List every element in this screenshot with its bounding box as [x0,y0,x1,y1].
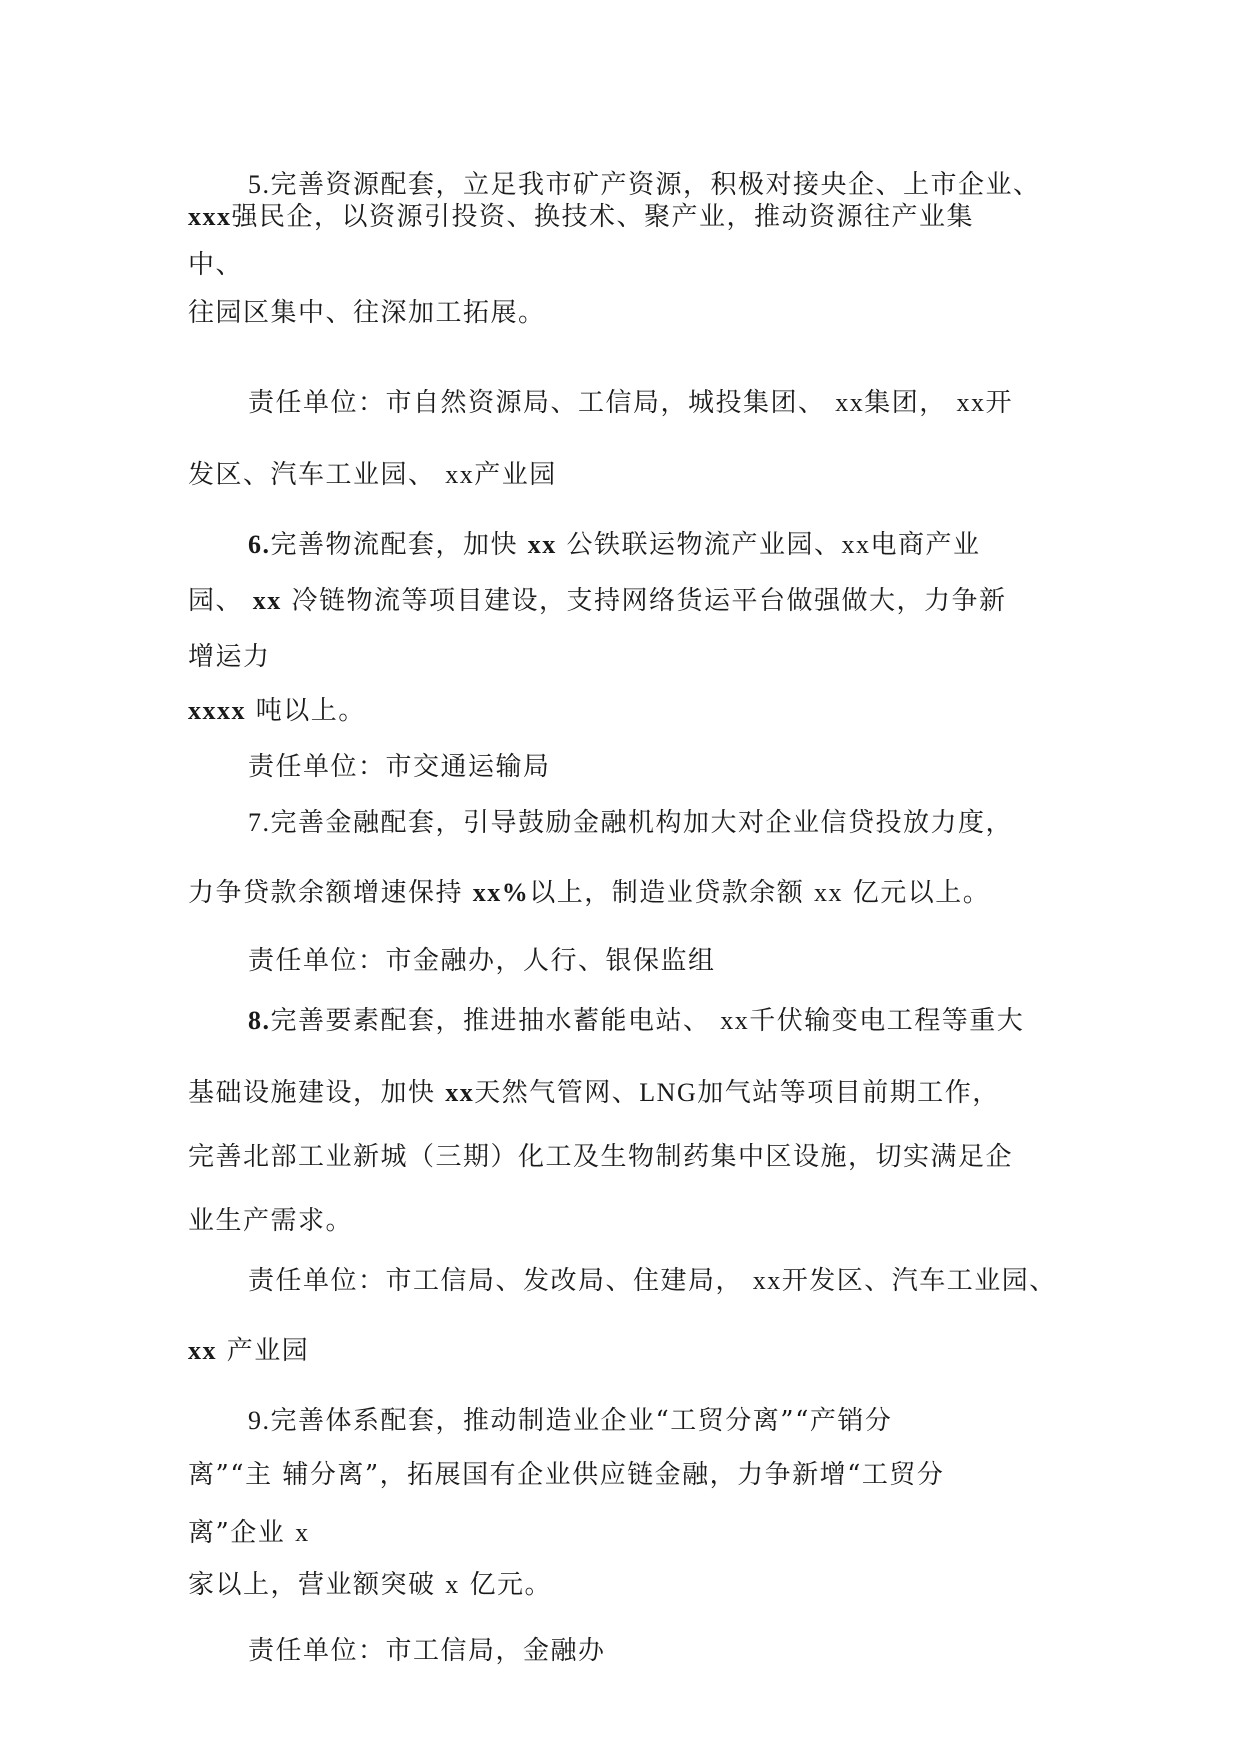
paragraph-6-line-2 [188,584,1007,618]
text-run: 天然气管网、 [474,1078,640,1108]
text-run: xx [720,1006,750,1035]
text-run: 责任单位：市金融办，人行、银保监组 [248,946,716,976]
text-run: 冷链物流等项目建设，支持网络货运平台做强做大，力争新 [281,586,1007,616]
text-run: xx [188,1336,217,1365]
paragraph-8-line-1 [248,1004,1024,1038]
paragraph-8-line-3 [188,1140,1013,1174]
paragraph-8-line-4 [188,1204,353,1238]
text-run: 6. [248,530,271,559]
responsibility-5-line-1 [248,386,1013,420]
text-run: 完善物流配套，加快 [270,530,528,560]
text-run: xx [252,586,282,615]
text-run: 完善资源配套，立足我市矿产资源，积极对接央企、上市企业、 [270,170,1041,200]
paragraph-9-line-4 [188,1568,552,1602]
text-run: 责任单位：市工信局，金融办 [248,1636,606,1666]
text-run: 完善要素配套，推进抽水蓄能电站、 [270,1006,721,1036]
text-run: 园、 [188,586,253,616]
text-run: 完善金融配套，引导鼓励金融机构加大对企业信贷投放力度， [270,808,1014,838]
text-run: xxx [188,202,232,231]
text-run: 完善北部工业新城（三期）化工及生物制药集中区设施，切实满足企 [188,1142,1014,1172]
text-run: 亿元。 [459,1570,553,1600]
text-run: 产业园 [217,1336,310,1366]
paragraph-9-line-1 [248,1404,892,1438]
text-run: xx [445,460,475,489]
text-run: x [295,1518,310,1547]
text-run: 力争贷款余额增速保持 [188,878,473,908]
text-run: xx [752,1266,782,1295]
paragraph-7-line-2 [188,876,990,910]
text-run: 电商产业 [870,530,981,560]
responsibility-5-line-2 [188,458,557,492]
text-run: xx [956,388,986,417]
text-run: 基础设施建设，加快 [188,1078,446,1108]
text-run: LNG [639,1078,698,1107]
text-run: 强民企，以资源引投资、换技术、聚产业，推动资源往产业集 [231,202,975,232]
text-run: 离”企业 [188,1518,296,1548]
text-run: 业生产需求。 [188,1206,354,1236]
text-run: 中、 [188,250,244,280]
text-run: xx [814,878,844,907]
text-run: 责任单位：市自然资源局、工信局，城投集团、 [248,388,836,418]
text-run: xx [841,530,871,559]
paragraph-5-line-2 [188,200,974,234]
paragraph-9-line-2 [188,1458,944,1492]
text-run: 产业园 [474,460,557,490]
text-run: 完善体系配套，推动制造业企业“工贸分离”“产销分 [270,1406,893,1436]
responsibility-8-line-2 [188,1334,309,1368]
text-run: xx [445,1078,475,1107]
text-run: xxxx [188,696,246,725]
paragraph-6-line-4 [188,694,366,728]
paragraph-5-line-1 [248,168,1041,202]
responsibility-7-line-1 [248,944,716,978]
paragraph-9-line-3 [188,1516,310,1550]
text-run: 9. [248,1406,271,1435]
text-run: 责任单位：市交通运输局 [248,752,551,782]
text-run: 亿元以上。 [843,878,991,908]
text-run: 离”“主 辅分离”，拓展国有企业供应链金融，力争新增“工贸分 [188,1460,945,1490]
paragraph-6-line-3 [188,640,271,674]
responsibility-8-line-1 [248,1264,1057,1298]
paragraph-5-line-4 [188,296,546,330]
text-run: 家以上，营业额突破 [188,1570,446,1600]
text-run: 千伏输变电工程等重大 [749,1006,1025,1036]
text-run: 开发区、汽车工业园、 [781,1266,1057,1296]
responsibility-9-line-1 [248,1634,606,1668]
text-run: 5. [248,170,271,199]
text-run: 增运力 [188,642,271,672]
text-run: 发区、汽车工业园、 [188,460,446,490]
text-run: xx% [472,878,530,907]
text-run: 8. [248,1006,271,1035]
text-run: 集团， [864,388,957,418]
paragraph-5-line-3 [188,248,243,282]
text-run: xx [835,388,865,417]
text-run: x [445,1570,460,1599]
text-run: 以上，制造业贷款余额 [529,878,815,908]
responsibility-6-line-1 [248,750,551,784]
paragraph-8-line-2 [188,1076,1000,1110]
text-run: 开 [985,388,1014,418]
text-run: xx [527,530,557,559]
text-run: 往园区集中、往深加工拓展。 [188,298,546,328]
text-run: 加气站等项目前期工作， [697,1078,1000,1108]
text-run: 公铁联运物流产业园、 [556,530,842,560]
text-run: 吨以上。 [246,696,366,726]
text-run: 7. [248,808,271,837]
text-run: 责任单位：市工信局、发改局、住建局， [248,1266,753,1296]
paragraph-6-line-1 [248,528,981,562]
paragraph-7-line-1 [248,806,1013,840]
